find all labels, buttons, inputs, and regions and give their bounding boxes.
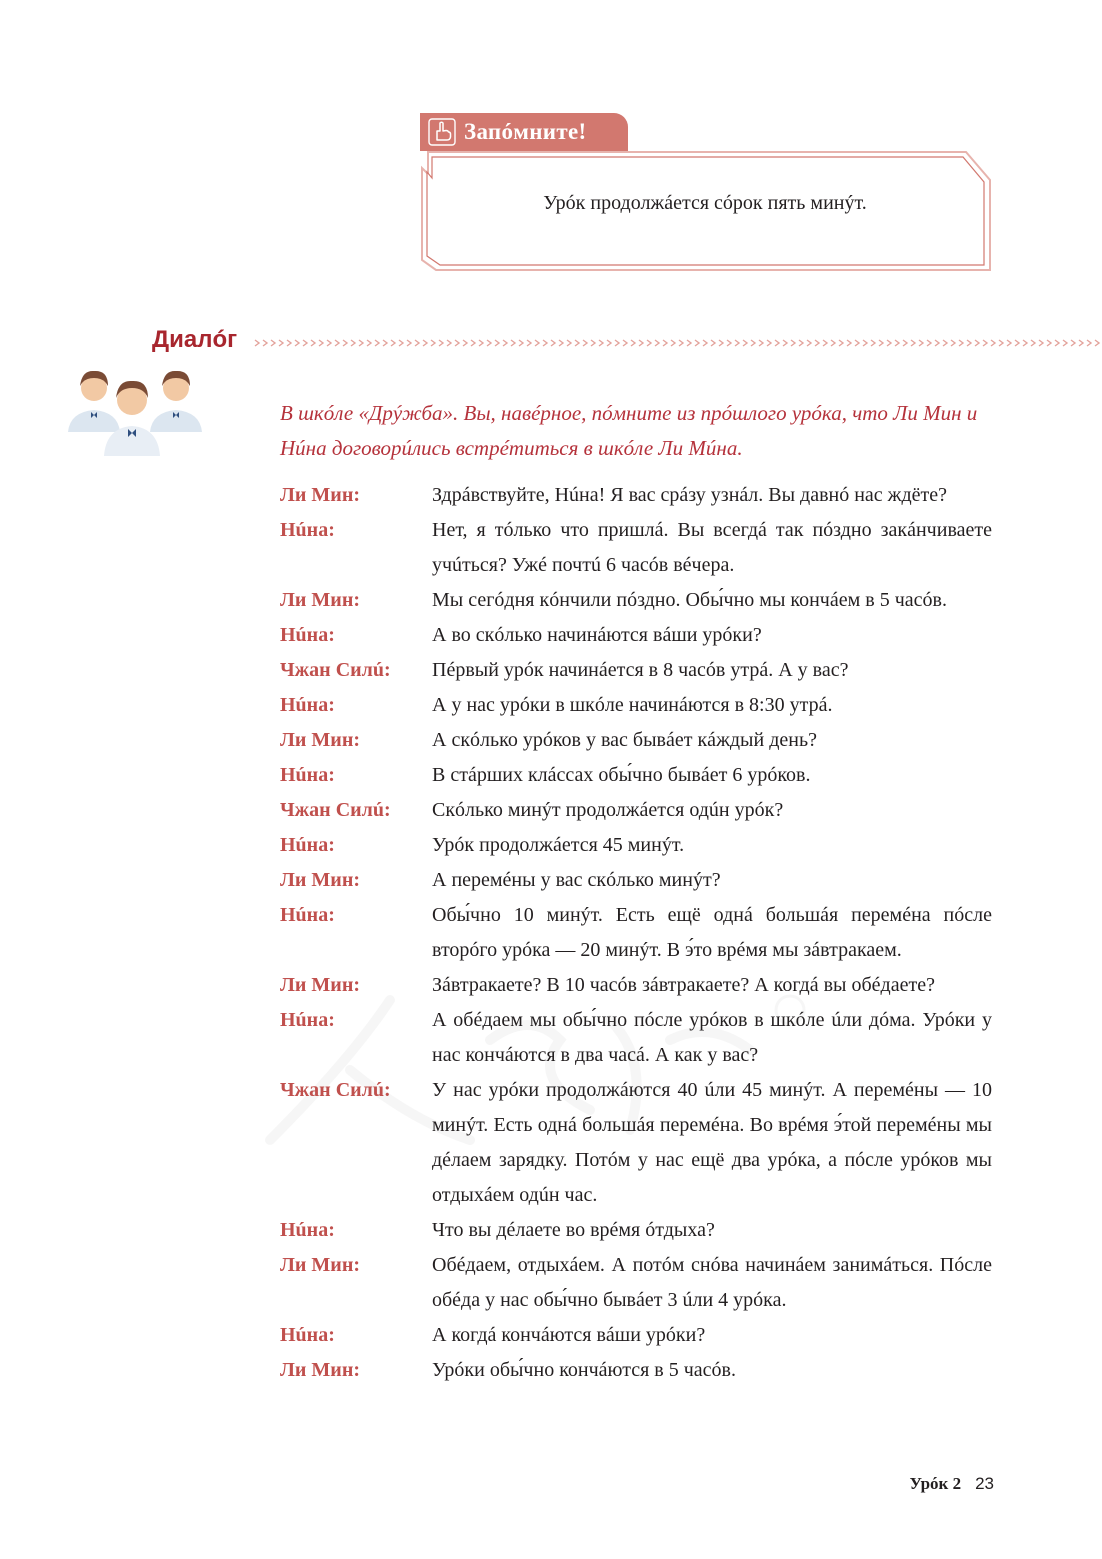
dialog-heading: Диалóг [152, 326, 238, 353]
dialog-line [280, 968, 992, 1003]
speaker: Чжан Силú: [280, 659, 391, 681]
utterance: А у нас урóки в шкóле начинáются в 8:30 утрá. [432, 694, 833, 716]
remember-tab [420, 113, 628, 151]
pointing-hand-icon [428, 118, 456, 146]
speaker: Нúна: [280, 764, 335, 786]
utterance: А скóлько урóков у вас бывáет кáждый день? [432, 729, 817, 751]
speaker: Ли Мин: [280, 484, 361, 506]
dialog-line [280, 1003, 992, 1073]
utterance: Урóки обы́чно кончáются в 5 часóв. [432, 1359, 736, 1381]
utterance: А перемéны у вас скóлько минýт? [432, 869, 721, 891]
speaker: Нúна: [280, 834, 335, 856]
speaker: Ли Мин: [280, 589, 361, 611]
dialog-line [280, 513, 992, 583]
dialog-line [280, 898, 992, 968]
utterance: А когдá кончáются вáши урóки? [432, 1324, 706, 1346]
utterance: Здрáвствуйте, Нúна! Я вас срáзу узнáл. Вы давнó нас ждёте? [432, 484, 948, 506]
speaker: Нúна: [280, 519, 335, 541]
speaker: Нúна: [280, 624, 335, 646]
utterance: У нас урóки продолжáются 40 úли 45 минýт. А перемéны — 10 минýт. Есть однá большáя перемéна. Во врéмя э́той перемéны мы дéлаем зарядку. Потóм у нас ещё два урóка, а пóсле урóков мы отдыхáем одúн час. [432, 1079, 992, 1206]
dialog-line [280, 653, 992, 688]
utterance: Зáвтракаете? В 10 часóв зáвтракаете? А когдá вы обéдаете? [432, 974, 935, 996]
dialog-line [280, 1353, 992, 1388]
utterance: А обéдаем мы обы́чно пóсле урóков в шкóле úли дóма. Урóки у нас кончáются в два часá. А как у вас? [432, 1009, 992, 1066]
remember-text: Урóк продолжáется сóрок пять минýт. [543, 192, 867, 214]
speaker: Ли Мин: [280, 729, 361, 751]
utterance: Что вы дéлаете во врéмя óтдыха? [432, 1219, 715, 1241]
utterance: Скóлько минýт продолжáется одúн урóк? [432, 799, 784, 821]
utterance: Урóк продолжáется 45 минýт. [432, 834, 685, 856]
speaker: Нúна: [280, 694, 335, 716]
speaker: Нúна: [280, 1219, 335, 1241]
dialog-line [280, 688, 992, 723]
speaker: Ли Мин: [280, 1254, 361, 1276]
utterance: Мы сегóдня кóнчили пóздно. Обы́чно мы кончáем в 5 часóв. [432, 589, 947, 611]
remember-title: Запóмните! [464, 119, 587, 144]
utterance: А во скóлько начинáются вáши урóки? [432, 624, 762, 646]
dialog-line [280, 618, 992, 653]
utterance: В стáрших клáссах обы́чно бывáет 6 урóков. [432, 764, 811, 786]
page-number: 23 [975, 1474, 994, 1493]
speaker: Чжан Силú: [280, 1079, 391, 1101]
page-footer [909, 1474, 994, 1494]
utterance: Пéрвый урóк начинáется в 8 часóв утрá. А у вас? [432, 659, 849, 681]
utterance: Нет, я тóлько что пришлá. Вы всегдá так пóздно закáнчиваете учúться? Ужé почтú 6 часóв вéчера. [432, 519, 992, 576]
dialog-line [280, 1073, 992, 1213]
dialog-line [280, 863, 992, 898]
dialog-line [280, 1248, 992, 1318]
dialog-line [280, 478, 992, 513]
dialog-line [280, 723, 992, 758]
decorative-rule [254, 338, 1102, 348]
speaker: Нúна: [280, 904, 335, 926]
speaker: Нúна: [280, 1324, 335, 1346]
students-icon [62, 364, 202, 464]
speaker: Чжан Силú: [280, 799, 391, 821]
speaker: Ли Мин: [280, 1359, 361, 1381]
dialog-line [280, 1213, 992, 1248]
dialog-line [280, 1318, 992, 1353]
speaker: Нúна: [280, 1009, 335, 1031]
dialog-line [280, 758, 992, 793]
dialog-line [280, 583, 992, 618]
lesson-label: Урóк 2 [909, 1474, 962, 1493]
dialog-lines [280, 478, 992, 1388]
dialog-line [280, 828, 992, 863]
speaker: Ли Мин: [280, 869, 361, 891]
speaker: Ли Мин: [280, 974, 361, 996]
utterance: Обы́чно 10 минýт. Есть ещё однá большáя перемéна пóсле вторóго урóка — 20 минýт. В э́то врéмя мы зáвтракаем. [432, 904, 992, 961]
dialog-line [280, 793, 992, 828]
dialog-intro: В шкóле «Дрýжба». Вы, навéрное, пóмните из прóшлого урóка, что Ли Мин и Нúна договорúлись встрéтиться в шкóле Ли Мúна. [280, 401, 978, 460]
utterance: Обéдаем, отдыхáем. А потóм снóва начинáем занимáться. Пóсле обéда у нас обы́чно бывáет 3 úли 4 урóка. [432, 1254, 992, 1311]
